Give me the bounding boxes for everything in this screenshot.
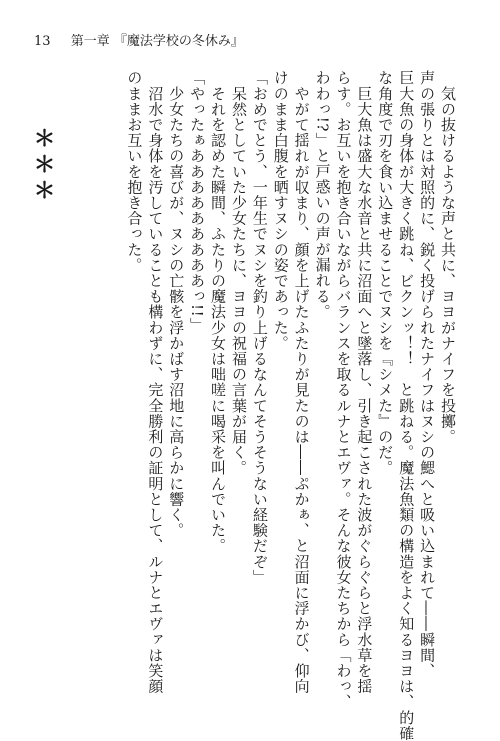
text-line: けのまま白腹を晒すヌシの姿であった。: [271, 70, 290, 351]
text-line: のままお互いを抱き合った。: [125, 70, 144, 273]
text-line: 巨大魚の身体が大きく跳ね、ビクンッ！！ と跳ねる。魔法魚類の構造をよく知るヨヨは、的確: [397, 70, 416, 741]
body-text: [90, 70, 458, 741]
running-header: [34, 30, 244, 49]
chapter-title: 第一章 『魔法学校の冬休み』: [70, 34, 244, 49]
text-line: それを認めた瞬間、ふたりの魔法少女は咄嗟に喝采を叫んでいた。: [209, 70, 228, 554]
text-line: わわっ!?」と戸惑いの声が漏れる。: [313, 70, 332, 320]
text-line: 呆然としていた少女たちに、ヨヨの祝福の言葉が届く。: [229, 70, 248, 476]
text-line: 巨大魚は盛大な水音と共に沼面へと墜落し、引き起こされた波がぐらぐらと浮水草を揺: [355, 70, 374, 694]
section-break: ＊＊＊: [30, 127, 55, 205]
text-line: 沼水で身体を汚していることも構わずに、完全勝利の証明として、ルナとエヴァは笑顔: [146, 70, 165, 694]
text-line: らす。お互いを抱き合いながらバランスを取るルナとエヴァ。そんな彼女たちから「わっ、: [334, 70, 353, 710]
text-line: 少女たちの喜びが、ヌシの亡骸を浮かばす沼地に高らかに響く。: [167, 70, 186, 538]
text-line: 「やったぁあああああああああっ!!」: [188, 70, 207, 333]
text-line: 気の抜けるような声と共に、ヨヨがナイフを投擲。: [439, 70, 457, 445]
text-line: な角度で刃を食い込ませることでヌシを『シメた』のだ。: [376, 70, 395, 476]
page-number: 13: [34, 34, 51, 49]
text-line: やがて揺れが収まり、顔を上げたふたりが見たのは――ぷかぁ、と沼面に浮かび、仰向: [292, 70, 311, 694]
text-line: 声の張りとは対照的に、鋭く投げられたナイフはヌシの鰓へと吸い込まれて――瞬間、: [418, 70, 437, 679]
text-line: 「おめでとう、一年生でヌシを釣り上げるなんてそうそうない経験だぞ」: [250, 70, 269, 585]
